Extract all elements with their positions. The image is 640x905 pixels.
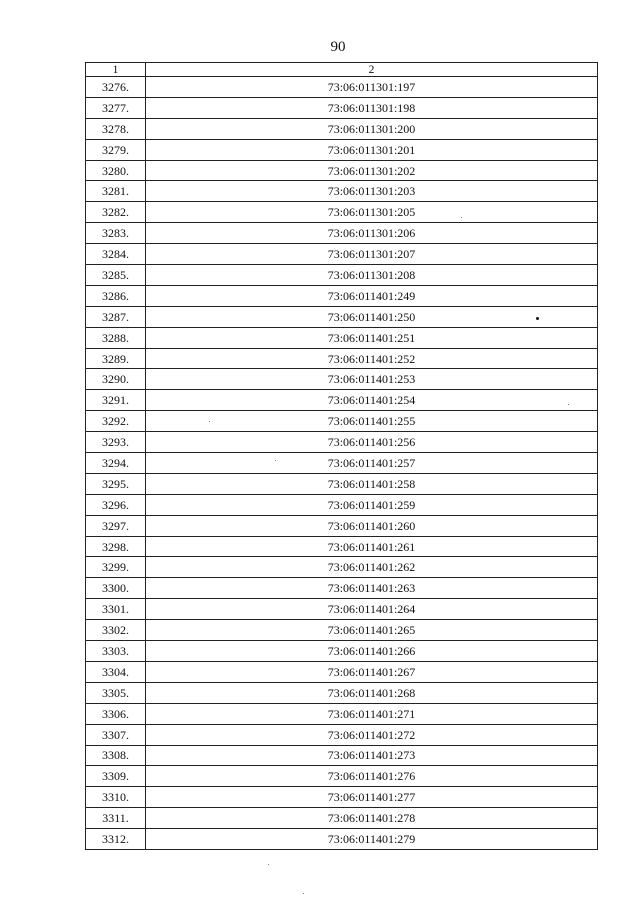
row-index-cell: 3306.	[86, 703, 146, 724]
table-body	[86, 77, 598, 850]
table-row	[86, 766, 598, 787]
table-row	[86, 641, 598, 662]
scan-speck	[275, 460, 276, 461]
cadastral-number-cell: 73:06:011301:207	[146, 244, 598, 265]
table-row	[86, 578, 598, 599]
table-row	[86, 494, 598, 515]
table-row	[86, 181, 598, 202]
row-index-cell: 3303.	[86, 641, 146, 662]
row-index-cell: 3299.	[86, 557, 146, 578]
cadastral-number-cell: 73:06:011401:257	[146, 453, 598, 474]
cadastral-number-cell: 73:06:011401:258	[146, 473, 598, 494]
row-index-cell: 3302.	[86, 620, 146, 641]
row-index-cell: 3305.	[86, 682, 146, 703]
row-index-cell: 3278.	[86, 118, 146, 139]
cadastral-number-cell: 73:06:011401:278	[146, 808, 598, 829]
table-row	[86, 620, 598, 641]
table-row	[86, 473, 598, 494]
scan-speck	[268, 864, 269, 865]
row-index-cell: 3287.	[86, 306, 146, 327]
table-row	[86, 139, 598, 160]
scan-speck	[303, 893, 304, 894]
table-row	[86, 97, 598, 118]
cadastral-number-cell: 73:06:011301:205	[146, 202, 598, 223]
table-row	[86, 745, 598, 766]
scan-speck	[461, 217, 462, 218]
cadastral-number-cell: 73:06:011401:267	[146, 661, 598, 682]
table-row	[86, 327, 598, 348]
cadastral-number-cell: 73:06:011301:208	[146, 265, 598, 286]
cadastral-number-cell: 73:06:011401:265	[146, 620, 598, 641]
cadastral-number-cell: 73:06:011401:254	[146, 390, 598, 411]
row-index-cell: 3307.	[86, 724, 146, 745]
row-index-cell: 3297.	[86, 515, 146, 536]
row-index-cell: 3312.	[86, 829, 146, 850]
table-row	[86, 223, 598, 244]
table-row	[86, 829, 598, 850]
row-index-cell: 3311.	[86, 808, 146, 829]
table-row	[86, 306, 598, 327]
table-row	[86, 411, 598, 432]
table-row	[86, 118, 598, 139]
page-number: 90	[330, 39, 346, 55]
row-index-cell: 3300.	[86, 578, 146, 599]
row-index-cell: 3290.	[86, 369, 146, 390]
row-index-cell: 3296.	[86, 494, 146, 515]
table-header-row	[86, 63, 598, 77]
row-index-cell: 3308.	[86, 745, 146, 766]
row-index-cell: 3280.	[86, 160, 146, 181]
row-index-cell: 3295.	[86, 473, 146, 494]
table-row	[86, 369, 598, 390]
cadastral-number-cell: 73:06:011301:197	[146, 77, 598, 98]
cadastral-number-cell: 73:06:011401:255	[146, 411, 598, 432]
row-index-cell: 3293.	[86, 432, 146, 453]
row-index-cell: 3282.	[86, 202, 146, 223]
cadastral-number-cell: 73:06:011401:266	[146, 641, 598, 662]
row-index-cell: 3286.	[86, 285, 146, 306]
cadastral-number-cell: 73:06:011401:251	[146, 327, 598, 348]
table-row	[86, 265, 598, 286]
table-row	[86, 432, 598, 453]
row-index-cell: 3289.	[86, 348, 146, 369]
row-index-cell: 3277.	[86, 97, 146, 118]
row-index-cell: 3285.	[86, 265, 146, 286]
cadastral-number-cell: 73:06:011401:262	[146, 557, 598, 578]
cadastral-number-cell: 73:06:011401:261	[146, 536, 598, 557]
table-row	[86, 724, 598, 745]
table-row	[86, 557, 598, 578]
row-index-cell: 3288.	[86, 327, 146, 348]
row-index-cell: 3304.	[86, 661, 146, 682]
table-row	[86, 390, 598, 411]
table-row	[86, 285, 598, 306]
row-index-cell: 3298.	[86, 536, 146, 557]
row-index-cell: 3310.	[86, 787, 146, 808]
table-row	[86, 808, 598, 829]
row-index-cell: 3279.	[86, 139, 146, 160]
cadastral-number-cell: 73:06:011401:268	[146, 682, 598, 703]
scan-speck	[536, 317, 539, 320]
cadastral-number-cell: 73:06:011401:264	[146, 599, 598, 620]
scan-speck	[568, 404, 569, 405]
cadastral-number-table	[85, 62, 598, 850]
table-row	[86, 202, 598, 223]
table-row	[86, 348, 598, 369]
table-row	[86, 77, 598, 98]
cadastral-number-cell: 73:06:011401:259	[146, 494, 598, 515]
table-row	[86, 682, 598, 703]
cadastral-number-cell: 73:06:011301:198	[146, 97, 598, 118]
cadastral-number-cell: 73:06:011401:253	[146, 369, 598, 390]
cadastral-number-cell: 73:06:011401:271	[146, 703, 598, 724]
cadastral-number-cell: 73:06:011401:252	[146, 348, 598, 369]
cadastral-number-cell: 73:06:011301:201	[146, 139, 598, 160]
table-row	[86, 661, 598, 682]
column-header-cadastral-number: 2	[146, 63, 598, 77]
row-index-cell: 3276.	[86, 77, 146, 98]
row-index-cell: 3283.	[86, 223, 146, 244]
column-header-index: 1	[86, 63, 146, 77]
cadastral-number-cell: 73:06:011401:250	[146, 306, 598, 327]
cadastral-number-cell: 73:06:011401:260	[146, 515, 598, 536]
table-row	[86, 787, 598, 808]
row-index-cell: 3309.	[86, 766, 146, 787]
row-index-cell: 3291.	[86, 390, 146, 411]
row-index-cell: 3292.	[86, 411, 146, 432]
cadastral-number-cell: 73:06:011401:273	[146, 745, 598, 766]
table-row	[86, 703, 598, 724]
cadastral-number-cell: 73:06:011401:272	[146, 724, 598, 745]
cadastral-number-cell: 73:06:011401:276	[146, 766, 598, 787]
row-index-cell: 3301.	[86, 599, 146, 620]
table-row	[86, 599, 598, 620]
cadastral-number-cell: 73:06:011401:263	[146, 578, 598, 599]
table-row	[86, 536, 598, 557]
row-index-cell: 3284.	[86, 244, 146, 265]
cadastral-number-cell: 73:06:011401:249	[146, 285, 598, 306]
row-index-cell: 3281.	[86, 181, 146, 202]
table-row	[86, 160, 598, 181]
cadastral-number-cell: 73:06:011401:279	[146, 829, 598, 850]
table-row	[86, 453, 598, 474]
table-row	[86, 515, 598, 536]
cadastral-number-cell: 73:06:011301:206	[146, 223, 598, 244]
cadastral-number-cell: 73:06:011301:200	[146, 118, 598, 139]
cadastral-number-cell: 73:06:011401:277	[146, 787, 598, 808]
table-row	[86, 244, 598, 265]
scan-speck	[209, 421, 210, 422]
cadastral-number-cell: 73:06:011301:203	[146, 181, 598, 202]
cadastral-number-cell: 73:06:011401:256	[146, 432, 598, 453]
row-index-cell: 3294.	[86, 453, 146, 474]
cadastral-number-cell: 73:06:011301:202	[146, 160, 598, 181]
